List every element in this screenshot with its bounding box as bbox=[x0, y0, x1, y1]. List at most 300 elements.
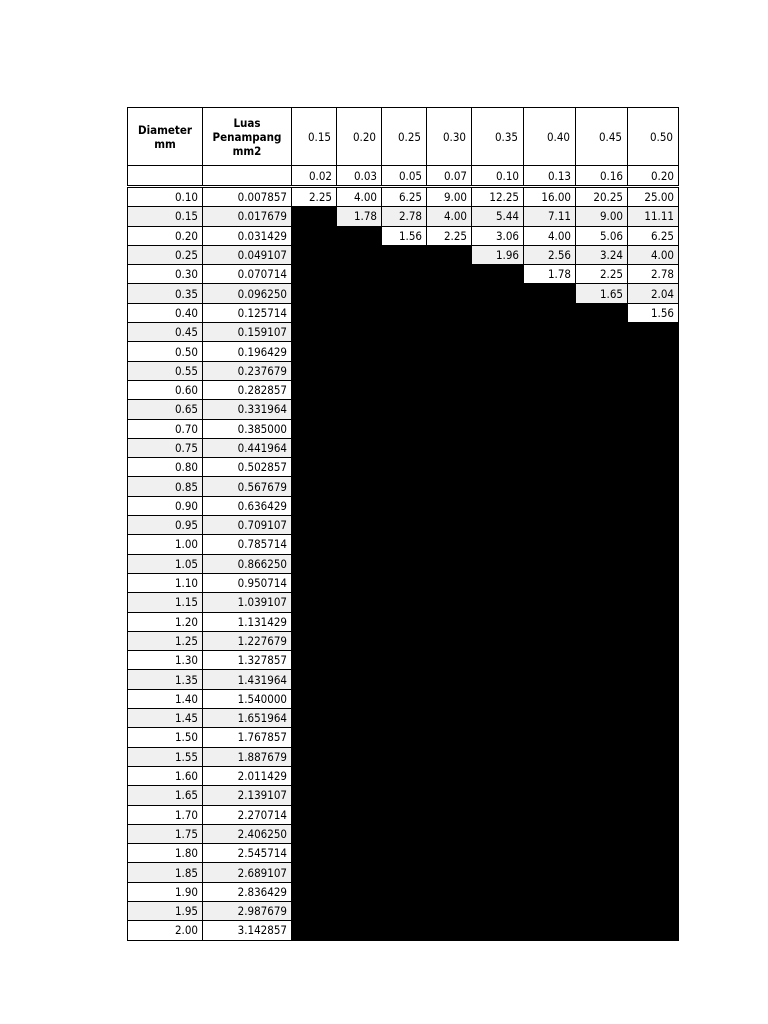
blacked-out-cell bbox=[628, 901, 679, 920]
blacked-out-cell bbox=[628, 786, 679, 805]
blacked-out-cell bbox=[628, 728, 679, 747]
column-area: 0.07 bbox=[427, 166, 472, 187]
blacked-out-cell bbox=[427, 303, 472, 322]
blacked-out-cell bbox=[472, 265, 524, 284]
diameter-cell: 1.70 bbox=[128, 805, 203, 824]
blacked-out-cell bbox=[576, 438, 628, 457]
blacked-out-cell bbox=[292, 766, 337, 785]
blacked-out-cell bbox=[628, 573, 679, 592]
blacked-out-cell bbox=[472, 728, 524, 747]
blacked-out-cell bbox=[628, 824, 679, 843]
blacked-out-cell bbox=[382, 361, 427, 380]
ratio-cell: 1.56 bbox=[382, 226, 427, 245]
empty-cell bbox=[203, 166, 292, 187]
blacked-out-cell bbox=[337, 824, 382, 843]
blacked-out-cell bbox=[628, 805, 679, 824]
blacked-out-cell bbox=[292, 824, 337, 843]
blacked-out-cell bbox=[472, 516, 524, 535]
area-cell: 0.159107 bbox=[203, 323, 292, 342]
blacked-out-cell bbox=[524, 844, 576, 863]
diameter-cell: 0.25 bbox=[128, 245, 203, 264]
diameter-cell: 1.05 bbox=[128, 554, 203, 573]
column-header: 0.30 bbox=[427, 108, 472, 166]
blacked-out-cell bbox=[472, 458, 524, 477]
blacked-out-cell bbox=[337, 516, 382, 535]
column-area: 0.13 bbox=[524, 166, 576, 187]
ratio-cell: 20.25 bbox=[576, 187, 628, 207]
blacked-out-cell bbox=[382, 477, 427, 496]
table-row bbox=[128, 863, 679, 882]
blacked-out-cell bbox=[337, 419, 382, 438]
blacked-out-cell bbox=[382, 573, 427, 592]
blacked-out-cell bbox=[427, 535, 472, 554]
blacked-out-cell bbox=[382, 728, 427, 747]
table-row bbox=[128, 786, 679, 805]
blacked-out-cell bbox=[382, 631, 427, 650]
area-cell: 0.502857 bbox=[203, 458, 292, 477]
blacked-out-cell bbox=[524, 728, 576, 747]
blacked-out-cell bbox=[427, 323, 472, 342]
diameter-area-table bbox=[127, 107, 679, 941]
blacked-out-cell bbox=[292, 882, 337, 901]
blacked-out-cell bbox=[382, 824, 427, 843]
table-row bbox=[128, 921, 679, 940]
blacked-out-cell bbox=[382, 709, 427, 728]
blacked-out-cell bbox=[337, 612, 382, 631]
blacked-out-cell bbox=[576, 516, 628, 535]
blacked-out-cell bbox=[382, 535, 427, 554]
blacked-out-cell bbox=[524, 438, 576, 457]
blacked-out-cell bbox=[337, 863, 382, 882]
blacked-out-cell bbox=[382, 593, 427, 612]
ratio-cell: 16.00 bbox=[524, 187, 576, 207]
blacked-out-cell bbox=[337, 573, 382, 592]
blacked-out-cell bbox=[337, 689, 382, 708]
blacked-out-cell bbox=[628, 766, 679, 785]
blacked-out-cell bbox=[382, 747, 427, 766]
blacked-out-cell bbox=[427, 689, 472, 708]
blacked-out-cell bbox=[292, 380, 337, 399]
blacked-out-cell bbox=[524, 824, 576, 843]
diameter-cell: 0.30 bbox=[128, 265, 203, 284]
diameter-cell: 2.00 bbox=[128, 921, 203, 940]
column-header: 0.15 bbox=[292, 108, 337, 166]
ratio-cell: 1.65 bbox=[576, 284, 628, 303]
blacked-out-cell bbox=[472, 631, 524, 650]
blacked-out-cell bbox=[472, 612, 524, 631]
blacked-out-cell bbox=[427, 573, 472, 592]
blacked-out-cell bbox=[524, 458, 576, 477]
blacked-out-cell bbox=[427, 612, 472, 631]
area-cell: 0.031429 bbox=[203, 226, 292, 245]
blacked-out-cell bbox=[576, 419, 628, 438]
ratio-cell: 2.78 bbox=[382, 207, 427, 226]
ratio-cell: 4.00 bbox=[337, 187, 382, 207]
area-cell: 0.070714 bbox=[203, 265, 292, 284]
blacked-out-cell bbox=[427, 265, 472, 284]
diameter-cell: 0.20 bbox=[128, 226, 203, 245]
area-cell: 0.007857 bbox=[203, 187, 292, 207]
blacked-out-cell bbox=[292, 303, 337, 322]
blacked-out-cell bbox=[292, 323, 337, 342]
blacked-out-cell bbox=[524, 747, 576, 766]
diameter-cell: 0.15 bbox=[128, 207, 203, 226]
table-row bbox=[128, 265, 679, 284]
ratio-cell: 3.24 bbox=[576, 245, 628, 264]
blacked-out-cell bbox=[524, 554, 576, 573]
blacked-out-cell bbox=[576, 921, 628, 940]
blacked-out-cell bbox=[628, 400, 679, 419]
blacked-out-cell bbox=[524, 612, 576, 631]
blacked-out-cell bbox=[524, 535, 576, 554]
blacked-out-cell bbox=[427, 400, 472, 419]
ratio-cell: 2.25 bbox=[576, 265, 628, 284]
blacked-out-cell bbox=[337, 670, 382, 689]
blacked-out-cell bbox=[337, 342, 382, 361]
blacked-out-cell bbox=[427, 651, 472, 670]
blacked-out-cell bbox=[472, 593, 524, 612]
blacked-out-cell bbox=[337, 844, 382, 863]
table-row bbox=[128, 245, 679, 264]
blacked-out-cell bbox=[337, 438, 382, 457]
diameter-cell: 0.65 bbox=[128, 400, 203, 419]
blacked-out-cell bbox=[472, 554, 524, 573]
blacked-out-cell bbox=[576, 361, 628, 380]
blacked-out-cell bbox=[576, 303, 628, 322]
blacked-out-cell bbox=[382, 670, 427, 689]
blacked-out-cell bbox=[524, 477, 576, 496]
area-cell: 1.431964 bbox=[203, 670, 292, 689]
ratio-cell: 5.06 bbox=[576, 226, 628, 245]
table-row bbox=[128, 651, 679, 670]
blacked-out-cell bbox=[472, 342, 524, 361]
blacked-out-cell bbox=[292, 361, 337, 380]
blacked-out-cell bbox=[472, 766, 524, 785]
blacked-out-cell bbox=[337, 882, 382, 901]
blacked-out-cell bbox=[292, 709, 337, 728]
blacked-out-cell bbox=[576, 824, 628, 843]
ratio-cell: 6.25 bbox=[382, 187, 427, 207]
blacked-out-cell bbox=[472, 438, 524, 457]
blacked-out-cell bbox=[292, 419, 337, 438]
diameter-cell: 0.75 bbox=[128, 438, 203, 457]
diameter-cell: 1.10 bbox=[128, 573, 203, 592]
blacked-out-cell bbox=[628, 342, 679, 361]
blacked-out-cell bbox=[524, 901, 576, 920]
blacked-out-cell bbox=[628, 496, 679, 515]
blacked-out-cell bbox=[337, 245, 382, 264]
blacked-out-cell bbox=[337, 226, 382, 245]
diameter-cell: 0.95 bbox=[128, 516, 203, 535]
area-cell: 0.096250 bbox=[203, 284, 292, 303]
area-cell: 0.331964 bbox=[203, 400, 292, 419]
blacked-out-cell bbox=[524, 651, 576, 670]
blacked-out-cell bbox=[292, 805, 337, 824]
blacked-out-cell bbox=[576, 477, 628, 496]
blacked-out-cell bbox=[382, 342, 427, 361]
blacked-out-cell bbox=[292, 477, 337, 496]
blacked-out-cell bbox=[472, 863, 524, 882]
area-cell: 1.540000 bbox=[203, 689, 292, 708]
blacked-out-cell bbox=[292, 901, 337, 920]
table-row bbox=[128, 824, 679, 843]
column-area: 0.05 bbox=[382, 166, 427, 187]
table-row bbox=[128, 805, 679, 824]
blacked-out-cell bbox=[524, 303, 576, 322]
blacked-out-cell bbox=[472, 805, 524, 824]
blacked-out-cell bbox=[382, 689, 427, 708]
diameter-header bbox=[128, 108, 203, 166]
blacked-out-cell bbox=[576, 323, 628, 342]
area-cell: 0.196429 bbox=[203, 342, 292, 361]
ratio-cell: 2.78 bbox=[628, 265, 679, 284]
blacked-out-cell bbox=[337, 303, 382, 322]
ratio-cell: 7.11 bbox=[524, 207, 576, 226]
table-row bbox=[128, 901, 679, 920]
blacked-out-cell bbox=[427, 747, 472, 766]
blacked-out-cell bbox=[427, 245, 472, 264]
blacked-out-cell bbox=[337, 709, 382, 728]
blacked-out-cell bbox=[576, 651, 628, 670]
blacked-out-cell bbox=[292, 631, 337, 650]
blacked-out-cell bbox=[382, 863, 427, 882]
blacked-out-cell bbox=[576, 496, 628, 515]
ratio-cell: 2.25 bbox=[427, 226, 472, 245]
ratio-cell: 25.00 bbox=[628, 187, 679, 207]
diameter-cell: 0.35 bbox=[128, 284, 203, 303]
table-row bbox=[128, 593, 679, 612]
blacked-out-cell bbox=[292, 612, 337, 631]
blacked-out-cell bbox=[628, 844, 679, 863]
diameter-cell: 0.10 bbox=[128, 187, 203, 207]
blacked-out-cell bbox=[337, 458, 382, 477]
ratio-cell: 2.56 bbox=[524, 245, 576, 264]
blacked-out-cell bbox=[292, 844, 337, 863]
area-cell: 2.987679 bbox=[203, 901, 292, 920]
blacked-out-cell bbox=[382, 805, 427, 824]
blacked-out-cell bbox=[427, 824, 472, 843]
ratio-cell: 6.25 bbox=[628, 226, 679, 245]
table-row bbox=[128, 516, 679, 535]
blacked-out-cell bbox=[524, 342, 576, 361]
diameter-cell: 0.80 bbox=[128, 458, 203, 477]
table-row bbox=[128, 554, 679, 573]
column-area: 0.16 bbox=[576, 166, 628, 187]
diameter-header-line: Diameter bbox=[138, 122, 192, 137]
blacked-out-cell bbox=[292, 245, 337, 264]
column-area: 0.03 bbox=[337, 166, 382, 187]
area-cell: 0.125714 bbox=[203, 303, 292, 322]
blacked-out-cell bbox=[382, 265, 427, 284]
ratio-cell: 12.25 bbox=[472, 187, 524, 207]
diameter-header-unit: mm bbox=[154, 136, 176, 151]
blacked-out-cell bbox=[524, 496, 576, 515]
ratio-cell: 4.00 bbox=[427, 207, 472, 226]
blacked-out-cell bbox=[427, 516, 472, 535]
blacked-out-cell bbox=[382, 419, 427, 438]
blacked-out-cell bbox=[576, 593, 628, 612]
blacked-out-cell bbox=[576, 901, 628, 920]
blacked-out-cell bbox=[472, 882, 524, 901]
blacked-out-cell bbox=[382, 921, 427, 940]
table-row bbox=[128, 207, 679, 226]
diameter-cell: 1.95 bbox=[128, 901, 203, 920]
blacked-out-cell bbox=[524, 805, 576, 824]
blacked-out-cell bbox=[524, 323, 576, 342]
blacked-out-cell bbox=[472, 670, 524, 689]
blacked-out-cell bbox=[576, 728, 628, 747]
ratio-cell: 1.78 bbox=[337, 207, 382, 226]
blacked-out-cell bbox=[427, 863, 472, 882]
blacked-out-cell bbox=[628, 631, 679, 650]
blacked-out-cell bbox=[427, 342, 472, 361]
blacked-out-cell bbox=[472, 844, 524, 863]
table-row bbox=[128, 844, 679, 863]
blacked-out-cell bbox=[427, 805, 472, 824]
blacked-out-cell bbox=[524, 380, 576, 399]
blacked-out-cell bbox=[576, 689, 628, 708]
area-cell: 2.689107 bbox=[203, 863, 292, 882]
blacked-out-cell bbox=[427, 458, 472, 477]
blacked-out-cell bbox=[337, 323, 382, 342]
area-cell: 0.237679 bbox=[203, 361, 292, 380]
table-row bbox=[128, 438, 679, 457]
table-row bbox=[128, 612, 679, 631]
blacked-out-cell bbox=[472, 689, 524, 708]
table-row bbox=[128, 477, 679, 496]
blacked-out-cell bbox=[382, 496, 427, 515]
blacked-out-cell bbox=[524, 593, 576, 612]
table-row bbox=[128, 342, 679, 361]
area-cell: 1.039107 bbox=[203, 593, 292, 612]
diameter-cell: 0.60 bbox=[128, 380, 203, 399]
diameter-cell: 1.50 bbox=[128, 728, 203, 747]
blacked-out-cell bbox=[292, 207, 337, 226]
blacked-out-cell bbox=[382, 612, 427, 631]
diameter-cell: 0.55 bbox=[128, 361, 203, 380]
blacked-out-cell bbox=[576, 631, 628, 650]
blacked-out-cell bbox=[576, 805, 628, 824]
blacked-out-cell bbox=[524, 516, 576, 535]
area-cell: 1.131429 bbox=[203, 612, 292, 631]
area-cell: 1.767857 bbox=[203, 728, 292, 747]
blacked-out-cell bbox=[382, 901, 427, 920]
blacked-out-cell bbox=[472, 380, 524, 399]
diameter-cell: 1.60 bbox=[128, 766, 203, 785]
blacked-out-cell bbox=[337, 805, 382, 824]
area-cell: 2.545714 bbox=[203, 844, 292, 863]
table-row bbox=[128, 670, 679, 689]
blacked-out-cell bbox=[337, 554, 382, 573]
column-area: 0.10 bbox=[472, 166, 524, 187]
diameter-cell: 0.85 bbox=[128, 477, 203, 496]
blacked-out-cell bbox=[382, 458, 427, 477]
blacked-out-cell bbox=[472, 419, 524, 438]
area-cell: 1.651964 bbox=[203, 709, 292, 728]
blacked-out-cell bbox=[382, 651, 427, 670]
blacked-out-cell bbox=[576, 535, 628, 554]
blacked-out-cell bbox=[337, 477, 382, 496]
blacked-out-cell bbox=[337, 496, 382, 515]
blacked-out-cell bbox=[292, 284, 337, 303]
blacked-out-cell bbox=[382, 245, 427, 264]
blacked-out-cell bbox=[472, 573, 524, 592]
blacked-out-cell bbox=[524, 670, 576, 689]
blacked-out-cell bbox=[628, 593, 679, 612]
diameter-cell: 1.85 bbox=[128, 863, 203, 882]
ratio-cell: 3.06 bbox=[472, 226, 524, 245]
blacked-out-cell bbox=[524, 573, 576, 592]
blacked-out-cell bbox=[382, 554, 427, 573]
blacked-out-cell bbox=[337, 921, 382, 940]
ratio-cell: 9.00 bbox=[576, 207, 628, 226]
blacked-out-cell bbox=[382, 844, 427, 863]
diameter-cell: 1.80 bbox=[128, 844, 203, 863]
blacked-out-cell bbox=[337, 284, 382, 303]
blacked-out-cell bbox=[427, 882, 472, 901]
table-row bbox=[128, 747, 679, 766]
blacked-out-cell bbox=[337, 766, 382, 785]
area-cell: 0.567679 bbox=[203, 477, 292, 496]
blacked-out-cell bbox=[576, 573, 628, 592]
area-cell: 0.385000 bbox=[203, 419, 292, 438]
blacked-out-cell bbox=[628, 380, 679, 399]
blacked-out-cell bbox=[524, 689, 576, 708]
blacked-out-cell bbox=[576, 612, 628, 631]
area-cell: 2.406250 bbox=[203, 824, 292, 843]
blacked-out-cell bbox=[427, 380, 472, 399]
blacked-out-cell bbox=[337, 400, 382, 419]
blacked-out-cell bbox=[292, 689, 337, 708]
column-header: 0.35 bbox=[472, 108, 524, 166]
blacked-out-cell bbox=[382, 882, 427, 901]
blacked-out-cell bbox=[292, 226, 337, 245]
blacked-out-cell bbox=[427, 709, 472, 728]
blacked-out-cell bbox=[628, 554, 679, 573]
blacked-out-cell bbox=[628, 882, 679, 901]
blacked-out-cell bbox=[337, 380, 382, 399]
blacked-out-cell bbox=[472, 824, 524, 843]
blacked-out-cell bbox=[337, 786, 382, 805]
blacked-out-cell bbox=[292, 438, 337, 457]
diameter-cell: 1.40 bbox=[128, 689, 203, 708]
area-cell: 0.049107 bbox=[203, 245, 292, 264]
diameter-cell: 1.00 bbox=[128, 535, 203, 554]
table-row bbox=[128, 882, 679, 901]
blacked-out-cell bbox=[576, 554, 628, 573]
blacked-out-cell bbox=[292, 670, 337, 689]
blacked-out-cell bbox=[337, 631, 382, 650]
blacked-out-cell bbox=[292, 516, 337, 535]
table-row bbox=[128, 284, 679, 303]
blacked-out-cell bbox=[628, 921, 679, 940]
blacked-out-cell bbox=[472, 535, 524, 554]
blacked-out-cell bbox=[337, 747, 382, 766]
blacked-out-cell bbox=[292, 535, 337, 554]
blacked-out-cell bbox=[427, 284, 472, 303]
table-body bbox=[128, 187, 679, 941]
blacked-out-cell bbox=[628, 535, 679, 554]
area-header-line-1: Luas bbox=[233, 115, 261, 130]
table-row bbox=[128, 323, 679, 342]
blacked-out-cell bbox=[427, 477, 472, 496]
blacked-out-cell bbox=[337, 901, 382, 920]
diameter-cell: 1.45 bbox=[128, 709, 203, 728]
blacked-out-cell bbox=[382, 380, 427, 399]
blacked-out-cell bbox=[427, 728, 472, 747]
blacked-out-cell bbox=[628, 651, 679, 670]
area-cell: 2.270714 bbox=[203, 805, 292, 824]
